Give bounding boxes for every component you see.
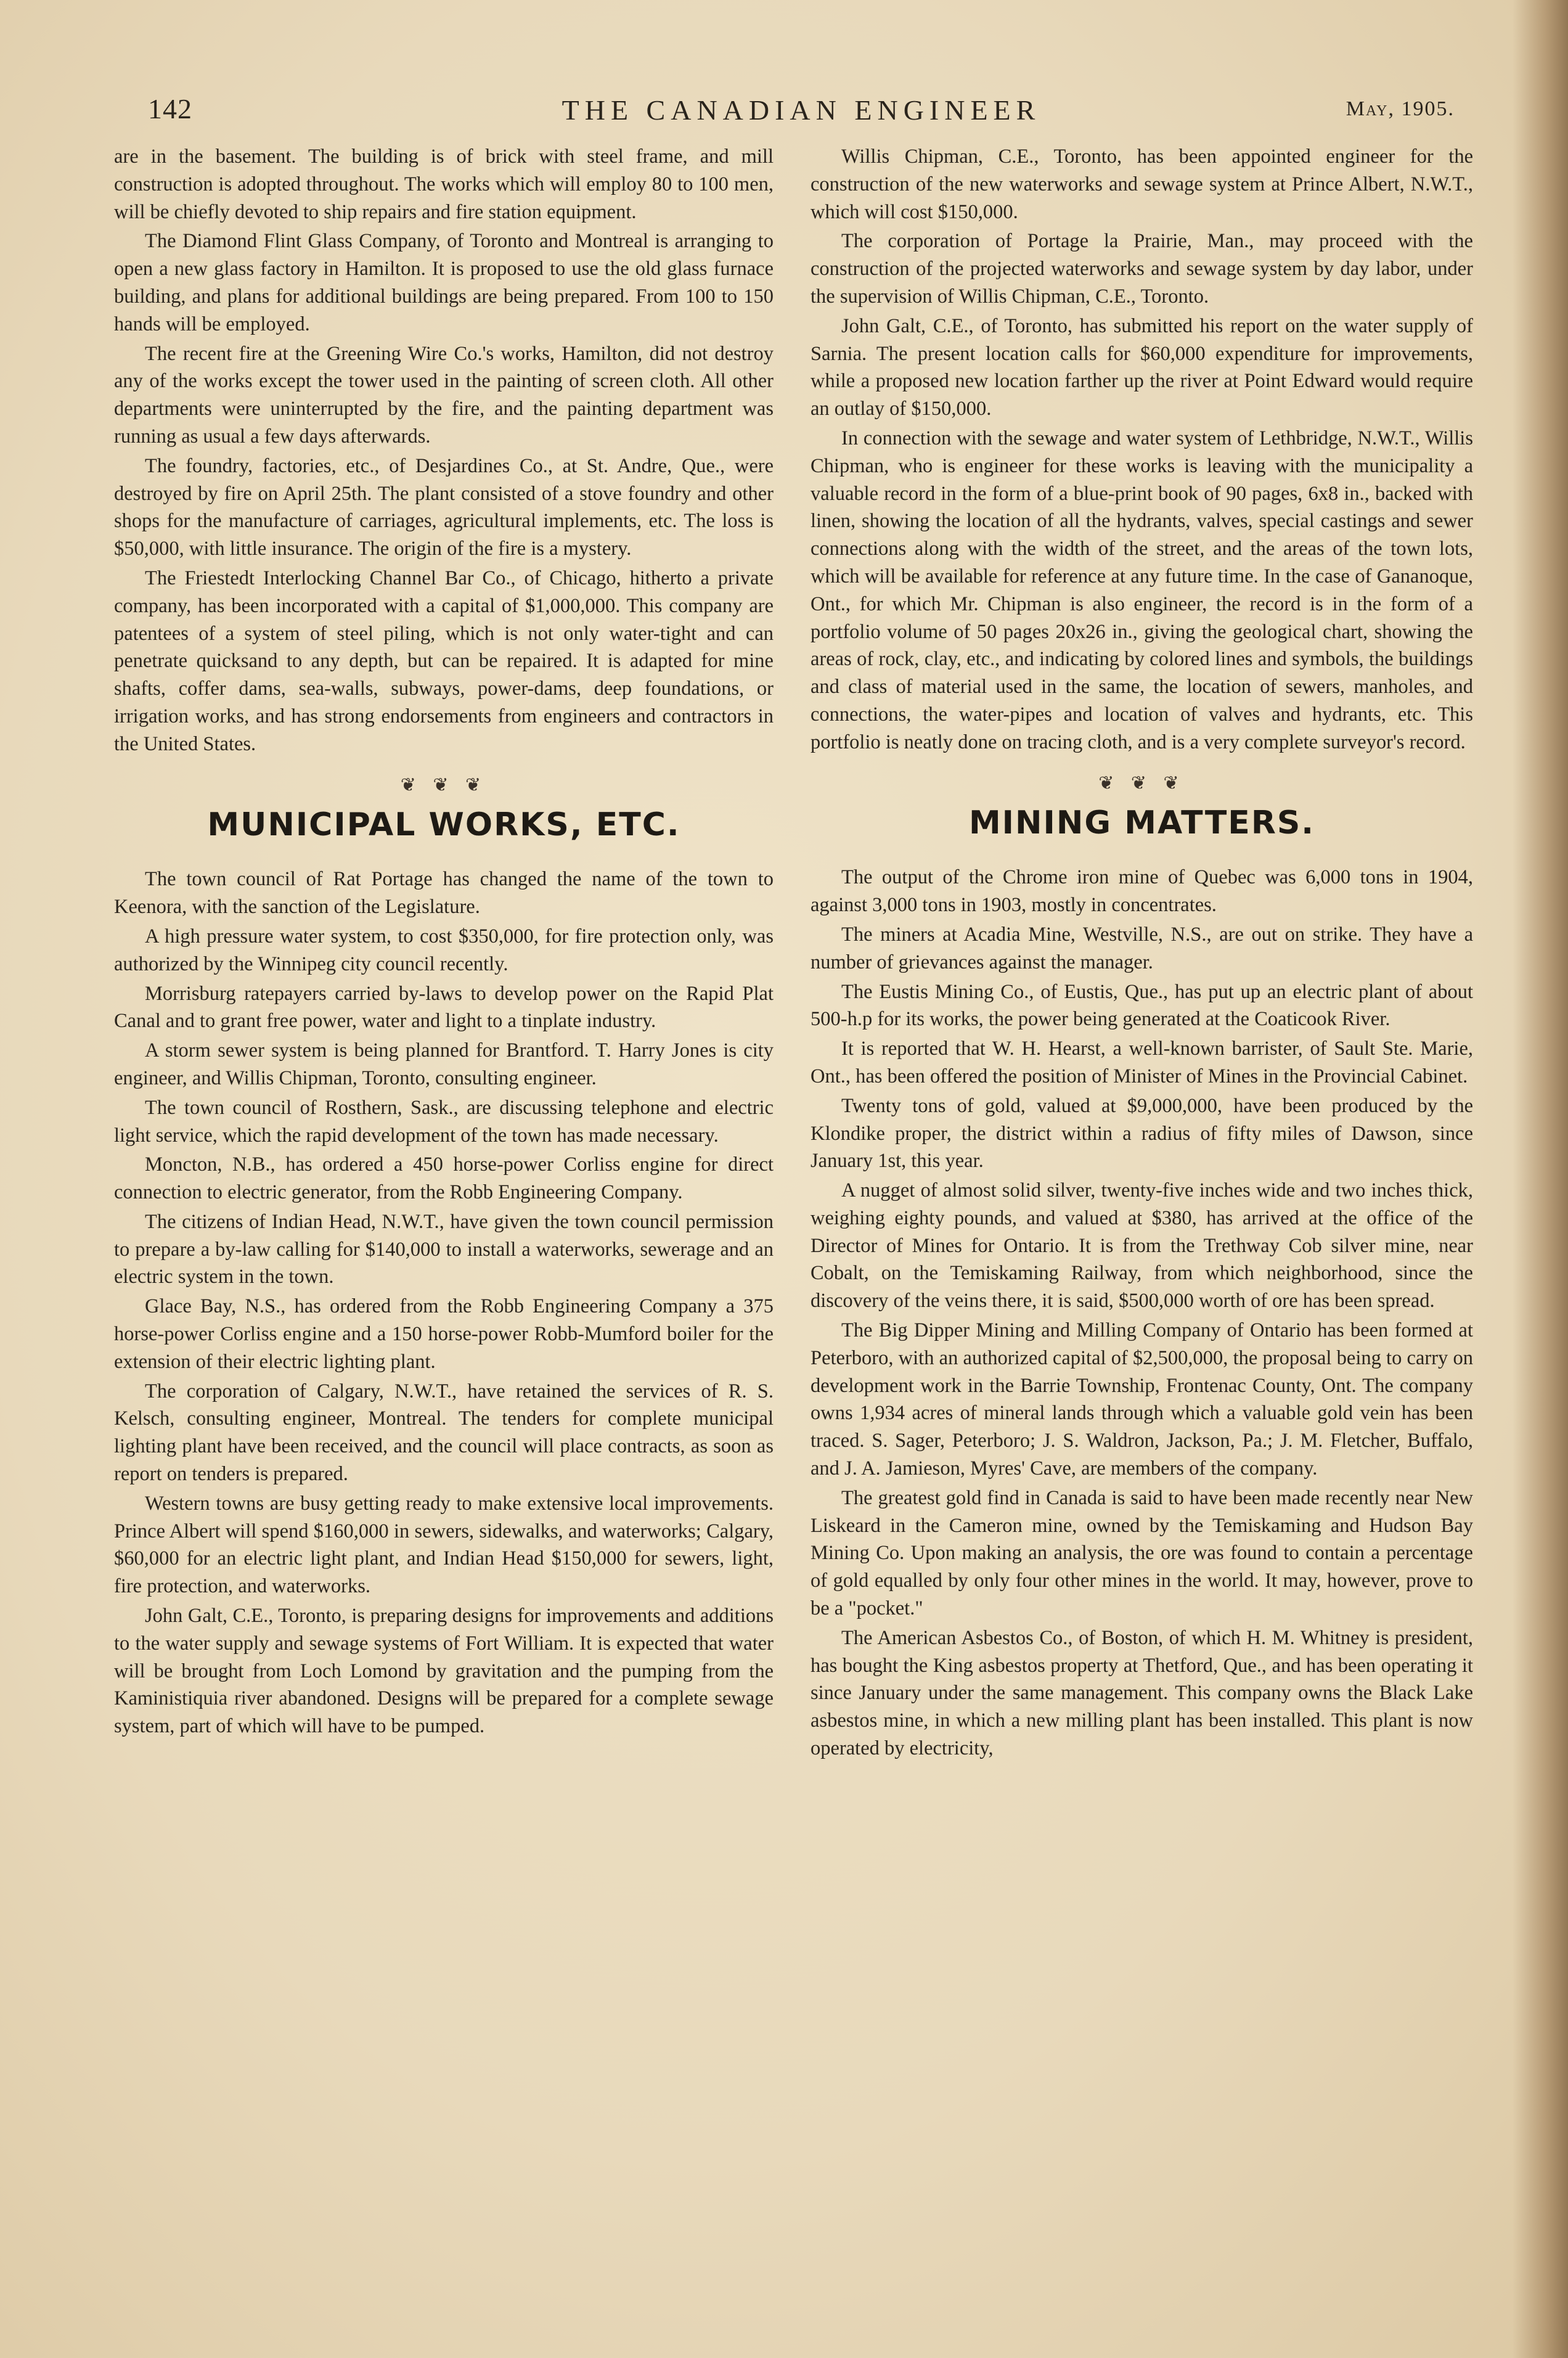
right-column bbox=[811, 143, 1473, 1764]
article-paragraph: A high pressure water system, to cost $350,000, for fire protection only, was authorized by the Winnipeg city council recently. bbox=[114, 925, 774, 975]
article-paragraph: The citizens of Indian Head, N.W.T., have given the town council permission to prepare a by-law calling for $140,000 to install a waterworks, sewerage and an electric system in the town. bbox=[114, 1210, 774, 1288]
article-paragraph: John Galt, C.E., of Toronto, has submitted his report on the water supply of Sarnia. The present location calls for $60,000 expenditure for improvements, while a proposed new location farther up the river at Point Edward would require an outlay of $150,000. bbox=[811, 314, 1473, 420]
article-paragraph: The Diamond Flint Glass Company, of Toronto and Montreal is arranging to open a new glass factory in Hamilton. It is proposed to use the old glass furnace building, and plans for additional buildings are being prepared. From 100 to 150 hands will be employed. bbox=[114, 230, 774, 335]
article-paragraph: The town council of Rat Portage has changed the name of the town to Keenora, with the sanction of the Legislature. bbox=[114, 868, 774, 919]
article-paragraph: The recent fire at the Greening Wire Co.'s works, Hamilton, did not destroy any of the works except the tower used in the painting of screen cloth. All other departments were uninterrupted by the fire, and the painting department was running as usual a few days afterwards. bbox=[114, 342, 774, 448]
article-paragraph: In connection with the sewage and water system of Lethbridge, N.W.T., Willis Chipman, who is engineer for these works is leaving with the municipality a valuable record in the form of a blue-print book of 90 pages, 6x8 in., backed with linen, showing the location of all the hydrants, valves, special castings and sewer connections along with the width of the street, and the areas of the town lots, which will be available for reference at any future time. In the case of Gananoque, Ont., for which Mr. Chipman is also engineer, the record is in the form of a portfolio volume of 50 pages 20x26 in., giving the geological chart, showing the areas of rock, clay, etc., and indicating by colored lines and symbols, the buildings and class of material used in the same, the location of sewers, manholes, and connections, the water-pipes and location of valves and hydrants, etc. This portfolio is neatly done on tracing cloth, and is a very complete surveyor's record. bbox=[811, 427, 1473, 753]
article-paragraph: The Friestedt Interlocking Channel Bar Co., of Chicago, hitherto a private company, has been incorporated with a capital of $1,000,000. This company are patentees of a system of steel piling, which is not only water-tight and can penetrate quicksand to any depth, but can be repaired. It is adapted for mine shafts, coffer dams, sea-walls, subways, power-dams, deep foundations, or irrigation works, and has strong endorsements from engineers and contractors in the United States. bbox=[114, 567, 774, 755]
page-spine-shadow bbox=[1513, 0, 1568, 2358]
article-paragraph: The greatest gold find in Canada is said to have been made recently near New Liskeard in the Cameron mine, owned by the Temiskaming and Hudson Bay Mining Co. Upon making an analysis, the ore was found to contain a percentage of gold equalled by only four other mines in the world. It may, however, prove to be a "pocket." bbox=[811, 1486, 1473, 1620]
section-ornament: ❦ ❦ ❦ bbox=[1098, 772, 1185, 793]
article-paragraph: The miners at Acadia Mine, Westville, N.S., are out on strike. They have a number of grievances against the manager. bbox=[811, 923, 1473, 973]
article-paragraph: Morrisburg ratepayers carried by-laws to develop power on the Rapid Plat Canal and to grant free power, water and light to a tinplate industry. bbox=[114, 982, 774, 1033]
page-header bbox=[148, 92, 1455, 136]
article-paragraph: The Eustis Mining Co., of Eustis, Que., has put up an electric plant of about 500-h.p for its works, the power being generated at the Coaticook River. bbox=[811, 980, 1473, 1031]
article-paragraph: Glace Bay, N.S., has ordered from the Robb Engineering Company a 375 horse-power Corliss engine and a 150 horse-power Robb-Mumford boiler for the extension of their electric lighting plant. bbox=[114, 1295, 774, 1373]
page-number: 142 bbox=[148, 93, 192, 125]
article-paragraph: A nugget of almost solid silver, twenty-five inches wide and two inches thick, weighing eighty pounds, and valued at $380, has arrived at the office of the Director of Mines for Ontario. It is from the Trethway Cob silver mine, near Cobalt, on the Temiskaming Railway, from which neighborhood, since the discovery of the veins there, it is said, $500,000 worth of ore has been spread. bbox=[811, 1179, 1473, 1312]
article-paragraph: It is reported that W. H. Hearst, a well-known barrister, of Sault Ste. Marie, Ont., has been offered the position of Minister of Mines in the Provincial Cabinet. bbox=[811, 1038, 1473, 1087]
article-paragraph: A storm sewer system is being planned for Brantford. T. Harry Jones is city engineer, and Willis Chipman, Toronto, consulting engineer. bbox=[114, 1039, 774, 1089]
article-paragraph: Twenty tons of gold, valued at $9,000,000, have been produced by the Klondike proper, the district within a radius of fifty miles of Dawson, since January 1st, this year. bbox=[811, 1094, 1473, 1173]
issue-date: May, 1905. bbox=[1345, 97, 1455, 120]
section-ornament: ❦ ❦ ❦ bbox=[400, 774, 488, 795]
left-column bbox=[114, 143, 774, 1742]
article-paragraph: are in the basement. The building is of brick with steel frame, and mill construction is adopted throughout. The works which will employ 80 to 100 men, will be chiefly devoted to ship repairs and fire station equipment. bbox=[114, 145, 774, 223]
article-paragraph: The output of the Chrome iron mine of Quebec was 6,000 tons in 1904, against 3,000 tons in 1903, mostly in concentrates. bbox=[811, 866, 1473, 917]
journal-title: THE CANADIAN ENGINEER bbox=[561, 94, 1041, 126]
article-paragraph: Moncton, N.B., has ordered a 450 horse-power Corliss engine for direct connection to electric generator, from the Robb Engineering Company. bbox=[114, 1153, 774, 1204]
section-heading-municipal-works: MUNICIPAL WORKS, ETC. bbox=[207, 806, 680, 844]
article-paragraph: The American Asbestos Co., of Boston, of which H. M. Whitney is president, has bought the King asbestos property at Thetford, Que., and has been operating it since January under the same management. This company owns the Black Lake asbestos mine, in which a new milling plant has been installed. This plant is now operated by electricity, bbox=[811, 1626, 1473, 1760]
article-paragraph: The foundry, factories, etc., of Desjardines Co., at St. Andre, Que., were destroyed by fire on April 25th. The plant consisted of a stove foundry and other shops for the manufacture of carriages, agricultural implements, etc. The loss is $50,000, with little insurance. The origin of the fire is a mystery. bbox=[114, 454, 774, 560]
article-paragraph: The town council of Rosthern, Sask., are discussing telephone and electric light service, which the rapid development of the town has made necessary. bbox=[114, 1096, 774, 1147]
section-heading-mining-matters: MINING MATTERS. bbox=[968, 804, 1315, 842]
article-paragraph: The Big Dipper Mining and Milling Company of Ontario has been formed at Peterboro, with an authorized capital of $2,500,000, the proposal being to carry on development work in the Barrie Township, Frontenac County, Ont. The company owns 1,934 acres of mineral lands through which a valuable gold vein has been traced. S. Sager, Peterboro; J. S. Waldron, Jackson, Pa.; J. M. Fletcher, Buffalo, and J. A. Jamieson, Myres' Cave, are members of the company. bbox=[811, 1319, 1473, 1480]
article-paragraph: The corporation of Calgary, N.W.T., have retained the services of R. S. Kelsch, consulting engineer, Montreal. The tenders for complete municipal lighting plant have been received, and the council will place contracts, as soon as report on tenders is prepared. bbox=[114, 1380, 774, 1486]
article-paragraph: The corporation of Portage la Prairie, Man., may proceed with the construction of the projected waterworks and sewage system by day labor, under the supervision of Willis Chipman, C.E., Toronto. bbox=[811, 230, 1473, 308]
article-paragraph: Willis Chipman, C.E., Toronto, has been appointed engineer for the construction of the new waterworks and sewage system at Prince Albert, N.W.T., which will cost $150,000. bbox=[811, 145, 1473, 223]
article-paragraph: Western towns are busy getting ready to make extensive local improvements. Prince Albert will spend $160,000 in sewers, sidewalks, and waterworks; Calgary, $60,000 for an electric light plant, and Indian Head $150,000 for sewers, light, fire protection, and waterworks. bbox=[114, 1492, 774, 1598]
article-paragraph: John Galt, C.E., Toronto, is preparing designs for improvements and additions to the water supply and sewage systems of Fort William. It is expected that water will be brought from Loch Lomond by gravitation and the pumping from the Kaministiquia river abandoned. Designs will be prepared for a complete sewage system, part of which will have to be pumped. bbox=[114, 1605, 774, 1738]
